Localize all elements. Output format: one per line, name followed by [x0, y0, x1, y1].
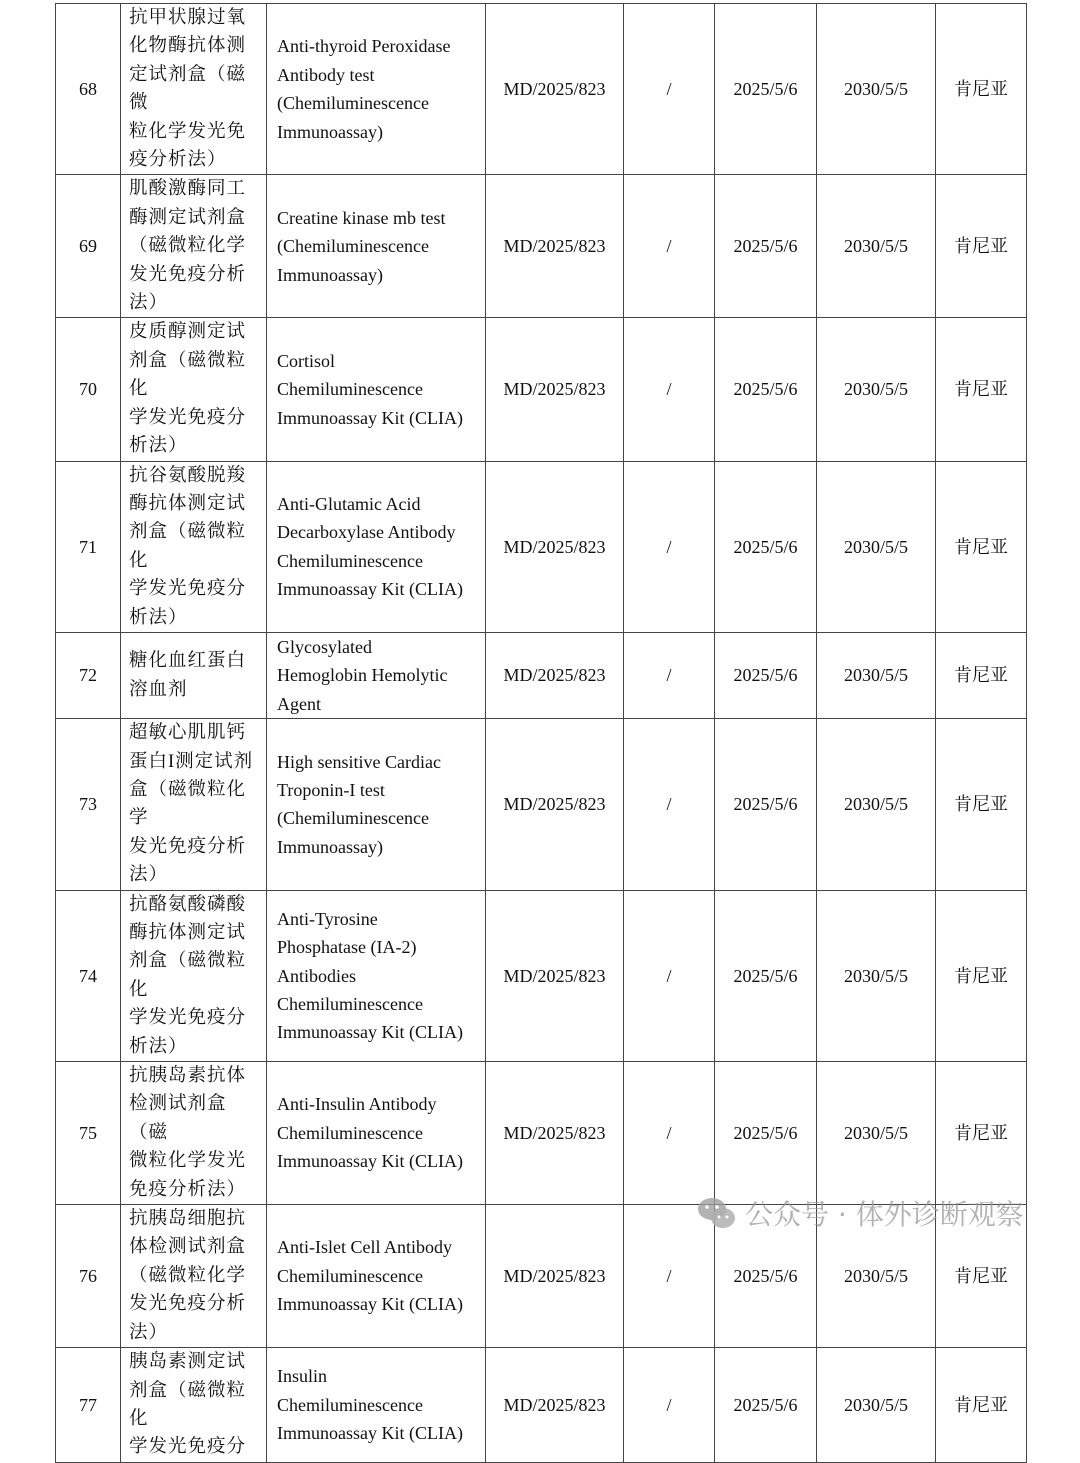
row-number-cell: 70	[56, 318, 121, 461]
registration-number-cell: MD/2025/823	[486, 1062, 624, 1205]
chinese-name-cell: 抗谷氨酸脱羧 酶抗体测定试 剂盒（磁微粒化 学发光免疫分 析法）	[121, 461, 267, 632]
registration-number-cell: MD/2025/823	[486, 1348, 624, 1463]
table-row	[56, 461, 1027, 632]
chinese-name-cell: 抗胰岛细胞抗 体检测试剂盒 （磁微粒化学 发光免疫分析 法）	[121, 1205, 267, 1348]
chinese-name-cell: 超敏心肌肌钙 蛋白I测定试剂 盒（磁微粒化学 发光免疫分析 法）	[121, 719, 267, 890]
row-number-cell: 75	[56, 1062, 121, 1205]
registration-number-cell: MD/2025/823	[486, 1205, 624, 1348]
table-row	[56, 632, 1027, 718]
other-field-cell: /	[624, 719, 715, 890]
english-name-cell: Anti-Glutamic Acid Decarboxylase Antibody Chemiluminescence Immunoassay Kit (CLIA)	[267, 461, 486, 632]
country-cell: 肯尼亚	[936, 4, 1027, 175]
english-name-cell: Anti-thyroid Peroxidase Antibody test (Chemiluminescence Immunoassay)	[267, 4, 486, 175]
country-cell: 肯尼亚	[936, 175, 1027, 318]
country-cell: 肯尼亚	[936, 1205, 1027, 1348]
country-cell: 肯尼亚	[936, 632, 1027, 718]
chinese-name-cell: 抗酪氨酸磷酸 酶抗体测定试 剂盒（磁微粒化 学发光免疫分 析法）	[121, 890, 267, 1061]
table-row	[56, 719, 1027, 890]
start-date-cell: 2025/5/6	[715, 890, 817, 1061]
start-date-cell: 2025/5/6	[715, 175, 817, 318]
english-name-cell: Anti-Tyrosine Phosphatase (IA-2) Antibodies Chemiluminescence Immunoassay Kit (CLIA)	[267, 890, 486, 1061]
expiry-date-cell: 2030/5/5	[817, 4, 936, 175]
expiry-date-cell: 2030/5/5	[817, 890, 936, 1061]
other-field-cell: /	[624, 461, 715, 632]
expiry-date-cell: 2030/5/5	[817, 318, 936, 461]
english-name-cell: Anti-Islet Cell Antibody Chemiluminescence Immunoassay Kit (CLIA)	[267, 1205, 486, 1348]
registration-number-cell: MD/2025/823	[486, 318, 624, 461]
chinese-name-cell: 抗胰岛素抗体 检测试剂盒（磁 微粒化学发光 免疫分析法）	[121, 1062, 267, 1205]
registration-number-cell: MD/2025/823	[486, 4, 624, 175]
watermark-label: 公众号 · 体外诊断观察	[745, 1198, 1024, 1231]
start-date-cell: 2025/5/6	[715, 1205, 817, 1348]
start-date-cell: 2025/5/6	[715, 719, 817, 890]
registration-number-cell: MD/2025/823	[486, 461, 624, 632]
other-field-cell: /	[624, 4, 715, 175]
country-cell: 肯尼亚	[936, 1348, 1027, 1463]
table-row	[56, 318, 1027, 461]
chinese-name-cell: 糖化血红蛋白 溶血剂	[121, 632, 267, 718]
other-field-cell: /	[624, 632, 715, 718]
other-field-cell: /	[624, 318, 715, 461]
start-date-cell: 2025/5/6	[715, 1062, 817, 1205]
row-number-cell: 77	[56, 1348, 121, 1463]
table-row	[56, 175, 1027, 318]
expiry-date-cell: 2030/5/5	[817, 175, 936, 318]
country-cell: 肯尼亚	[936, 1062, 1027, 1205]
english-name-cell: Anti-Insulin Antibody Chemiluminescence Immunoassay Kit (CLIA)	[267, 1062, 486, 1205]
row-number-cell: 76	[56, 1205, 121, 1348]
table-row	[56, 1062, 1027, 1205]
other-field-cell: /	[624, 1348, 715, 1463]
start-date-cell: 2025/5/6	[715, 461, 817, 632]
chinese-name-cell: 胰岛素测定试 剂盒（磁微粒化 学发光免疫分	[121, 1348, 267, 1463]
start-date-cell: 2025/5/6	[715, 4, 817, 175]
table-row	[56, 4, 1027, 175]
expiry-date-cell: 2030/5/5	[817, 461, 936, 632]
start-date-cell: 2025/5/6	[715, 318, 817, 461]
country-cell: 肯尼亚	[936, 890, 1027, 1061]
chinese-name-cell: 皮质醇测定试 剂盒（磁微粒化 学发光免疫分 析法）	[121, 318, 267, 461]
expiry-date-cell: 2030/5/5	[817, 1205, 936, 1348]
expiry-date-cell: 2030/5/5	[817, 1062, 936, 1205]
english-name-cell: Glycosylated Hemoglobin Hemolytic Agent	[267, 632, 486, 718]
table-row	[56, 1348, 1027, 1463]
country-cell: 肯尼亚	[936, 461, 1027, 632]
start-date-cell: 2025/5/6	[715, 632, 817, 718]
chinese-name-cell: 抗甲状腺过氧 化物酶抗体测 定试剂盒（磁微 粒化学发光免 疫分析法）	[121, 4, 267, 175]
registration-number-cell: MD/2025/823	[486, 890, 624, 1061]
other-field-cell: /	[624, 1205, 715, 1348]
row-number-cell: 74	[56, 890, 121, 1061]
expiry-date-cell: 2030/5/5	[817, 719, 936, 890]
other-field-cell: /	[624, 1062, 715, 1205]
expiry-date-cell: 2030/5/5	[817, 1348, 936, 1463]
registration-number-cell: MD/2025/823	[486, 719, 624, 890]
row-number-cell: 73	[56, 719, 121, 890]
other-field-cell: /	[624, 890, 715, 1061]
row-number-cell: 71	[56, 461, 121, 632]
start-date-cell: 2025/5/6	[715, 1348, 817, 1463]
country-cell: 肯尼亚	[936, 719, 1027, 890]
chinese-name-cell: 肌酸激酶同工 酶测定试剂盒 （磁微粒化学 发光免疫分析 法）	[121, 175, 267, 318]
registration-number-cell: MD/2025/823	[486, 175, 624, 318]
english-name-cell: Insulin Chemiluminescence Immunoassay Kit (CLIA)	[267, 1348, 486, 1463]
row-number-cell: 68	[56, 4, 121, 175]
registration-table	[55, 3, 1027, 1463]
row-number-cell: 69	[56, 175, 121, 318]
registration-number-cell: MD/2025/823	[486, 632, 624, 718]
english-name-cell: Cortisol Chemiluminescence Immunoassay Kit (CLIA)	[267, 318, 486, 461]
country-cell: 肯尼亚	[936, 318, 1027, 461]
other-field-cell: /	[624, 175, 715, 318]
table-row	[56, 1205, 1027, 1348]
english-name-cell: High sensitive Cardiac Troponin-I test (Chemiluminescence Immunoassay)	[267, 719, 486, 890]
expiry-date-cell: 2030/5/5	[817, 632, 936, 718]
english-name-cell: Creatine kinase mb test (Chemiluminescence Immunoassay)	[267, 175, 486, 318]
row-number-cell: 72	[56, 632, 121, 718]
table-row	[56, 890, 1027, 1061]
table-body	[56, 4, 1027, 1463]
